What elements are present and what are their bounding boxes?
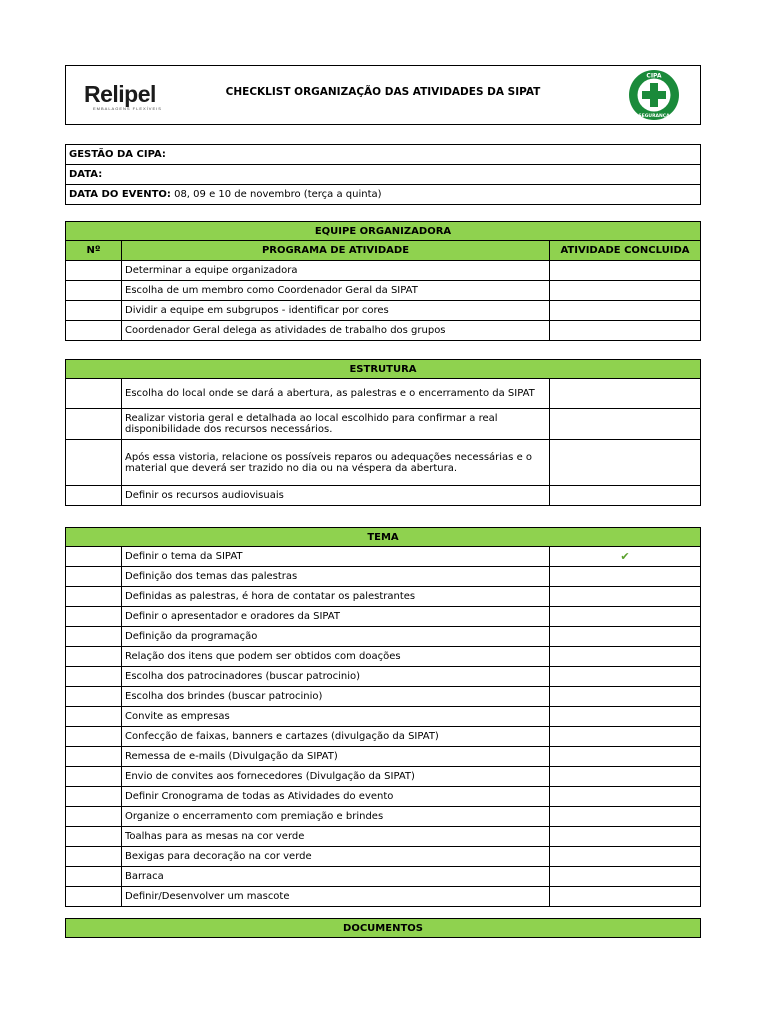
table-row — [66, 379, 701, 409]
row-number-cell — [66, 787, 122, 807]
table-row — [66, 440, 701, 486]
row-number-cell — [66, 747, 122, 767]
tema-section — [65, 527, 701, 907]
table-row — [66, 486, 701, 506]
activity-cell: Escolha de um membro como Coordenador Geral da SIPAT — [122, 281, 550, 301]
table-row — [66, 627, 701, 647]
row-number-cell — [66, 887, 122, 907]
done-cell — [550, 627, 701, 647]
done-cell — [550, 687, 701, 707]
done-cell — [550, 747, 701, 767]
row-number-cell — [66, 727, 122, 747]
data-label: DATA: — [66, 165, 701, 185]
column-header-done: ATIVIDADE CONCLUIDA — [550, 241, 701, 261]
activity-cell: Definir o tema da SIPAT — [122, 547, 550, 567]
activity-cell: Definir/Desenvolver um mascote — [122, 887, 550, 907]
activity-cell: Organize o encerramento com premiação e brindes — [122, 807, 550, 827]
row-number-cell — [66, 867, 122, 887]
evento-value: 08, 09 e 10 de novembro (terça a quinta) — [170, 189, 382, 200]
evento-row — [66, 185, 701, 205]
done-cell — [550, 607, 701, 627]
row-number-cell — [66, 321, 122, 341]
done-cell — [550, 787, 701, 807]
activity-cell: Remessa de e-mails (Divulgação da SIPAT) — [122, 747, 550, 767]
row-number-cell — [66, 587, 122, 607]
row-number-cell — [66, 486, 122, 506]
table-row — [66, 587, 701, 607]
row-number-cell — [66, 281, 122, 301]
table-row — [66, 607, 701, 627]
row-number-cell — [66, 667, 122, 687]
table-row — [66, 667, 701, 687]
done-cell — [550, 867, 701, 887]
row-number-cell — [66, 379, 122, 409]
activity-cell: Convite as empresas — [122, 707, 550, 727]
table-row — [66, 767, 701, 787]
section-title-tema: TEMA — [66, 528, 701, 547]
done-cell — [550, 727, 701, 747]
table-row — [66, 787, 701, 807]
table-row — [66, 409, 701, 440]
table-row — [66, 261, 701, 281]
activity-cell: Definir Cronograma de todas as Atividades do evento — [122, 787, 550, 807]
activity-cell: Escolha do local onde se dará a abertura, as palestras e o encerramento da SIPAT — [122, 379, 550, 409]
done-cell — [550, 261, 701, 281]
activity-cell: Definir o apresentador e oradores da SIPAT — [122, 607, 550, 627]
table-row — [66, 687, 701, 707]
done-cell — [550, 486, 701, 506]
row-number-cell — [66, 707, 122, 727]
table-row — [66, 867, 701, 887]
row-number-cell — [66, 647, 122, 667]
row-number-cell — [66, 567, 122, 587]
row-number-cell — [66, 301, 122, 321]
activity-cell: Escolha dos brindes (buscar patrocinio) — [122, 687, 550, 707]
done-cell — [550, 281, 701, 301]
table-row — [66, 747, 701, 767]
activity-cell: Dividir a equipe em subgrupos - identificar por cores — [122, 301, 550, 321]
company-logo: Relipel — [84, 81, 156, 107]
done-cell — [550, 887, 701, 907]
documentos-section — [65, 918, 701, 938]
table-row — [66, 547, 701, 567]
row-number-cell — [66, 547, 122, 567]
activity-cell: Escolha dos patrocinadores (buscar patrocinio) — [122, 667, 550, 687]
activity-cell: Definir os recursos audiovisuais — [122, 486, 550, 506]
column-header-number: Nº — [66, 241, 122, 261]
done-cell — [550, 321, 701, 341]
row-number-cell — [66, 847, 122, 867]
activity-cell: Realizar vistoria geral e detalhada ao local escolhido para confirmar a real disponibilidade dos recursos necessários. — [122, 409, 550, 440]
table-row — [66, 301, 701, 321]
table-row — [66, 727, 701, 747]
activity-cell: Determinar a equipe organizadora — [122, 261, 550, 281]
row-number-cell — [66, 827, 122, 847]
section-title-equipe: EQUIPE ORGANIZADORA — [66, 222, 701, 241]
row-number-cell — [66, 440, 122, 486]
table-row — [66, 707, 701, 727]
activity-cell: Relação dos itens que podem ser obtidos com doações — [122, 647, 550, 667]
cipa-seal-icon — [628, 69, 680, 121]
table-row — [66, 281, 701, 301]
table-row — [66, 887, 701, 907]
activity-cell: Toalhas para as mesas na cor verde — [122, 827, 550, 847]
company-logo-subtitle: EMBALAGENS FLEXÍVEIS — [93, 106, 162, 111]
done-cell — [550, 409, 701, 440]
row-number-cell — [66, 261, 122, 281]
document-header — [65, 65, 701, 125]
page-title: CHECKLIST ORGANIZAÇÃO DAS ATIVIDADES DA SIPAT — [225, 86, 541, 98]
gestao-label: GESTÃO DA CIPA: — [66, 145, 701, 165]
table-row — [66, 567, 701, 587]
done-cell — [550, 827, 701, 847]
activity-cell: Coordenador Geral delega as atividades de trabalho dos grupos — [122, 321, 550, 341]
table-row — [66, 807, 701, 827]
section-title-estrutura: ESTRUTURA — [66, 360, 701, 379]
activity-cell: Após essa vistoria, relacione os possíveis reparos ou adequações necessárias e o material que deverá ser trazido no dia ou na véspera da abertura. — [122, 440, 550, 486]
done-cell — [550, 807, 701, 827]
done-cell — [550, 767, 701, 787]
row-number-cell — [66, 607, 122, 627]
svg-text:CIPA: CIPA — [646, 72, 662, 80]
table-row — [66, 321, 701, 341]
activity-cell: Definição dos temas das palestras — [122, 567, 550, 587]
activity-cell: Definição da programação — [122, 627, 550, 647]
row-number-cell — [66, 627, 122, 647]
evento-label: DATA DO EVENTO: — [69, 189, 171, 200]
activity-cell: Envio de convites aos fornecedores (Divulgação da SIPAT) — [122, 767, 550, 787]
row-number-cell — [66, 767, 122, 787]
equipe-section — [65, 221, 701, 341]
done-cell — [550, 587, 701, 607]
activity-cell: Barraca — [122, 867, 550, 887]
info-block — [65, 144, 701, 205]
done-cell — [550, 847, 701, 867]
table-row — [66, 647, 701, 667]
table-row — [66, 847, 701, 867]
done-cell — [550, 440, 701, 486]
section-title-documentos: DOCUMENTOS — [66, 919, 701, 938]
estrutura-section — [65, 359, 701, 506]
activity-cell: Definidas as palestras, é hora de contatar os palestrantes — [122, 587, 550, 607]
row-number-cell — [66, 807, 122, 827]
done-cell — [550, 379, 701, 409]
table-row — [66, 827, 701, 847]
done-cell — [550, 567, 701, 587]
done-cell — [550, 301, 701, 321]
done-check-icon: ✔ — [550, 547, 701, 567]
row-number-cell — [66, 409, 122, 440]
activity-cell: Bexigas para decoração na cor verde — [122, 847, 550, 867]
row-number-cell — [66, 687, 122, 707]
done-cell — [550, 667, 701, 687]
activity-cell: Confecção de faixas, banners e cartazes (divulgação da SIPAT) — [122, 727, 550, 747]
column-header-program: PROGRAMA DE ATIVIDADE — [122, 241, 550, 261]
done-cell — [550, 707, 701, 727]
svg-text:SEGURANÇA: SEGURANÇA — [638, 114, 670, 119]
done-cell — [550, 647, 701, 667]
